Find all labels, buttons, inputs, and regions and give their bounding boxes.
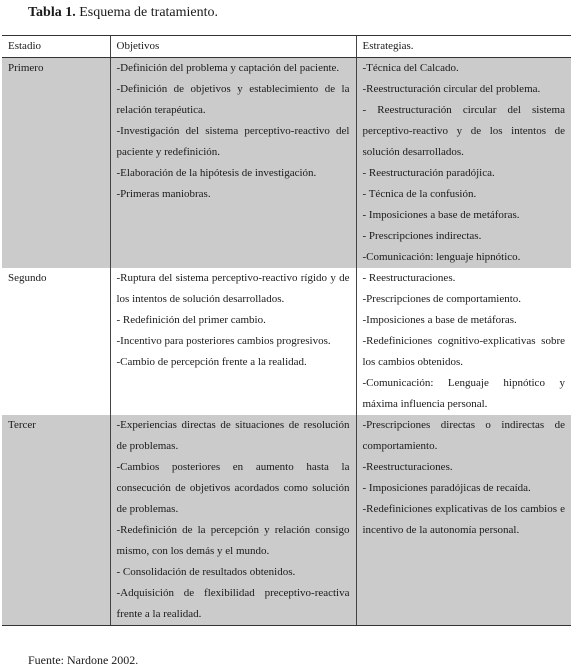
objective-item: - Consolidación de resultados obtenidos. <box>116 566 296 578</box>
stage-cell <box>2 415 110 626</box>
objective-item: -Redefinición de la percepción y relación consigo mismo, con los demás y el mundo. <box>116 524 350 557</box>
table-row <box>2 415 571 626</box>
strategy-item: -Imposiciones a base de metáforas. <box>362 314 517 326</box>
strategy-item: -Prescripciones directas o indirectas de comportamiento. <box>362 419 565 452</box>
objective-item: -Experiencias directas de situaciones de resolución de problemas. <box>116 419 350 452</box>
header-strategies: Estrategias. <box>356 36 571 58</box>
objective-item: -Definición de objetivos y establecimiento de la relación terapéutica. <box>116 83 350 116</box>
objective-item: - Redefinición del primer cambio. <box>116 314 266 326</box>
strategy-item: - Prescripciones indirectas. <box>362 230 482 242</box>
strategy-item: -Reestructuración circular del problema. <box>362 83 541 95</box>
strategy-item: -Redefiniciones cognitivo-explicativas sobre los cambios obtenidos. <box>362 335 565 368</box>
table-caption-text: Esquema de tratamiento. <box>75 5 219 20</box>
table-caption-label: Tabla 1. <box>28 5 76 20</box>
strategy-item: -Comunicación: lenguaje hipnótico. <box>362 251 521 263</box>
header-stage: Estadio <box>2 36 110 58</box>
treatment-table <box>2 35 571 626</box>
table-row <box>2 58 571 269</box>
objective-item: -Investigación del sistema perceptivo-reactivo del paciente y redefinición. <box>116 125 350 158</box>
header-row <box>2 36 571 58</box>
objective-item: -Primeras maniobras. <box>116 188 211 200</box>
objective-item: -Adquisición de flexibilidad preceptivo-reactiva frente a la realidad. <box>116 587 350 620</box>
strategy-item: - Reestructuraciones. <box>362 272 456 284</box>
strategy-item: -Reestructuraciones. <box>362 461 453 473</box>
objectives-cell <box>110 268 356 415</box>
objective-item: -Cambios posteriores en aumento hasta la consecución de objetivos acordados como solución de problemas. <box>116 461 350 515</box>
table-body <box>2 58 571 626</box>
objective-item: -Cambio de percepción frente a la realidad. <box>116 356 307 368</box>
objectives-cell <box>110 58 356 269</box>
strategy-item: - Reestructuración paradójica. <box>362 167 495 179</box>
strategy-item: -Comunicación: Lenguaje hipnótico y máxima influencia personal. <box>362 377 565 410</box>
stage-label: Segundo <box>8 272 47 284</box>
objective-item: -Incentivo para posteriores cambios progresivos. <box>116 335 331 347</box>
strategy-item: - Reestructuración circular del sistema perceptivo-reactivo y de los intentos de solución desarrollados. <box>362 104 565 158</box>
strategy-item: -Técnica del Calcado. <box>362 62 459 74</box>
table-source-note: Fuente: Nardone 2002. <box>28 653 139 667</box>
objective-item: -Ruptura del sistema perceptivo-reactivo rígido y de los intentos de solución desarrollados. <box>116 272 350 305</box>
strategy-item: - Técnica de la confusión. <box>362 188 477 200</box>
table-caption <box>28 4 218 22</box>
stage-cell <box>2 58 110 269</box>
stage-label: Primero <box>8 62 44 74</box>
strategy-item: -Redefiniciones explicativas de los cambios e incentivo de la autonomía personal. <box>362 503 565 536</box>
strategy-item: - Imposiciones a base de metáforas. <box>362 209 520 221</box>
strategies-cell <box>356 58 571 269</box>
objective-item: -Elaboración de la hipótesis de investigación. <box>116 167 317 179</box>
strategy-item: -Prescripciones de comportamiento. <box>362 293 522 305</box>
objective-item: -Definición del problema y captación del paciente. <box>116 62 340 74</box>
strategies-cell <box>356 415 571 626</box>
stage-cell <box>2 268 110 415</box>
table-header <box>2 36 571 58</box>
table-row <box>2 268 571 415</box>
strategy-item: - Imposiciones paradójicas de recaída. <box>362 482 531 494</box>
objectives-cell <box>110 415 356 626</box>
strategies-cell <box>356 268 571 415</box>
stage-label: Tercer <box>8 419 36 431</box>
header-objectives: Objetivos <box>110 36 356 58</box>
